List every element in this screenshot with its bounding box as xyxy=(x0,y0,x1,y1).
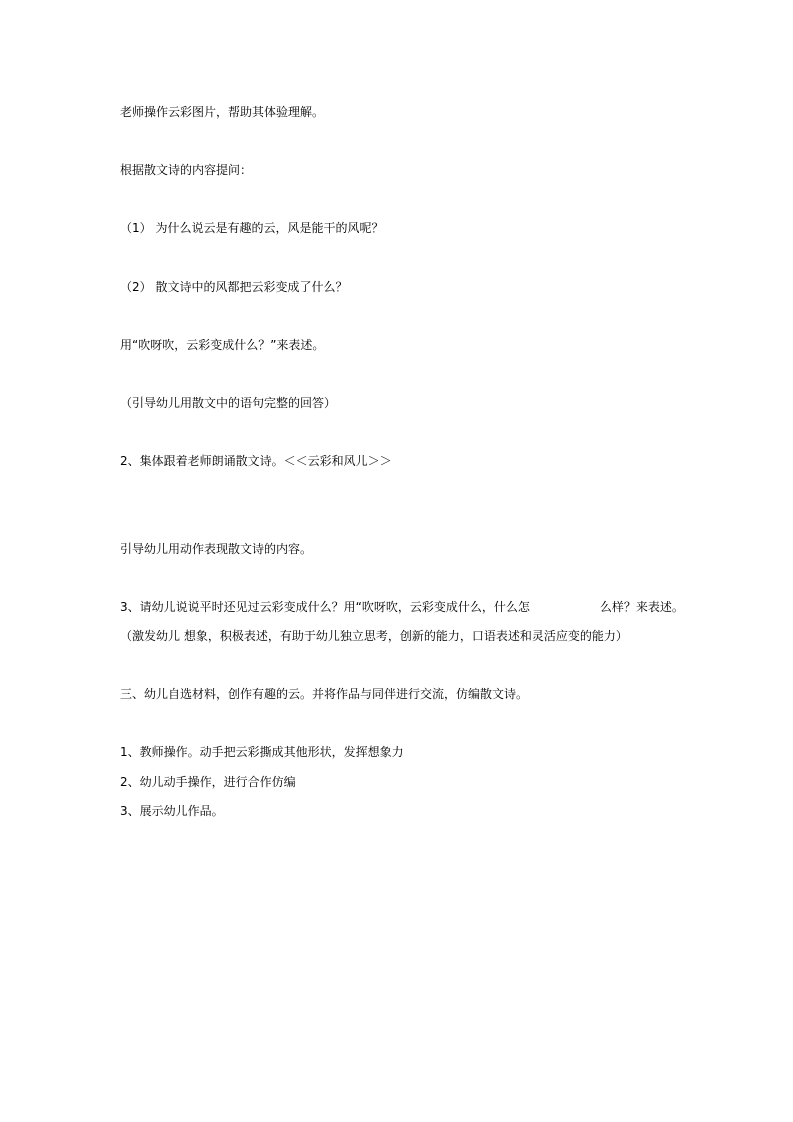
text-line: 用“吹呀吹，云彩变成什么？”来表述。 xyxy=(120,338,325,352)
text-segment: 么样？来表述。 xyxy=(599,600,684,614)
text-line: （激发幼儿 想象，积极表述，有助于幼儿独立思考，创新的能力，口语表述和灵活应变的能力） xyxy=(120,629,628,643)
text-line: 2、集体跟着老师朗诵散文诗。＜＜云彩和风儿＞＞ xyxy=(120,454,392,468)
text-line: （引导幼儿用散文中的语句完整的回答） xyxy=(120,396,337,410)
text-line: （1） 为什么说云是有趣的云，风是能干的风呢？ xyxy=(120,221,384,235)
text-line: 三、幼儿自选材料，创作有趣的云。并将作品与同伴进行交流，仿编散文诗。 xyxy=(120,687,529,701)
text-line: 根据散文诗的内容提问： xyxy=(120,163,253,177)
text-line: 3、展示幼儿作品。 xyxy=(120,804,224,818)
text-line: （2） 散文诗中的风都把云彩变成了什么？ xyxy=(120,280,348,294)
text-line: 老师操作云彩图片，帮助其体验理解。 xyxy=(120,105,325,119)
text-line xyxy=(120,599,684,615)
text-segment: 3、请幼儿说说平时还见过云彩变成什么？用“吹呀吹，云彩变成什么，什么怎 xyxy=(120,600,530,614)
text-line: 1、教师操作。动手把云彩撕成其他形状，发挥想象力 xyxy=(120,745,404,759)
text-line: 引导幼儿用动作表现散文诗的内容。 xyxy=(120,542,313,556)
text-line: 2、幼儿动手操作，进行合作仿编 xyxy=(120,775,296,789)
